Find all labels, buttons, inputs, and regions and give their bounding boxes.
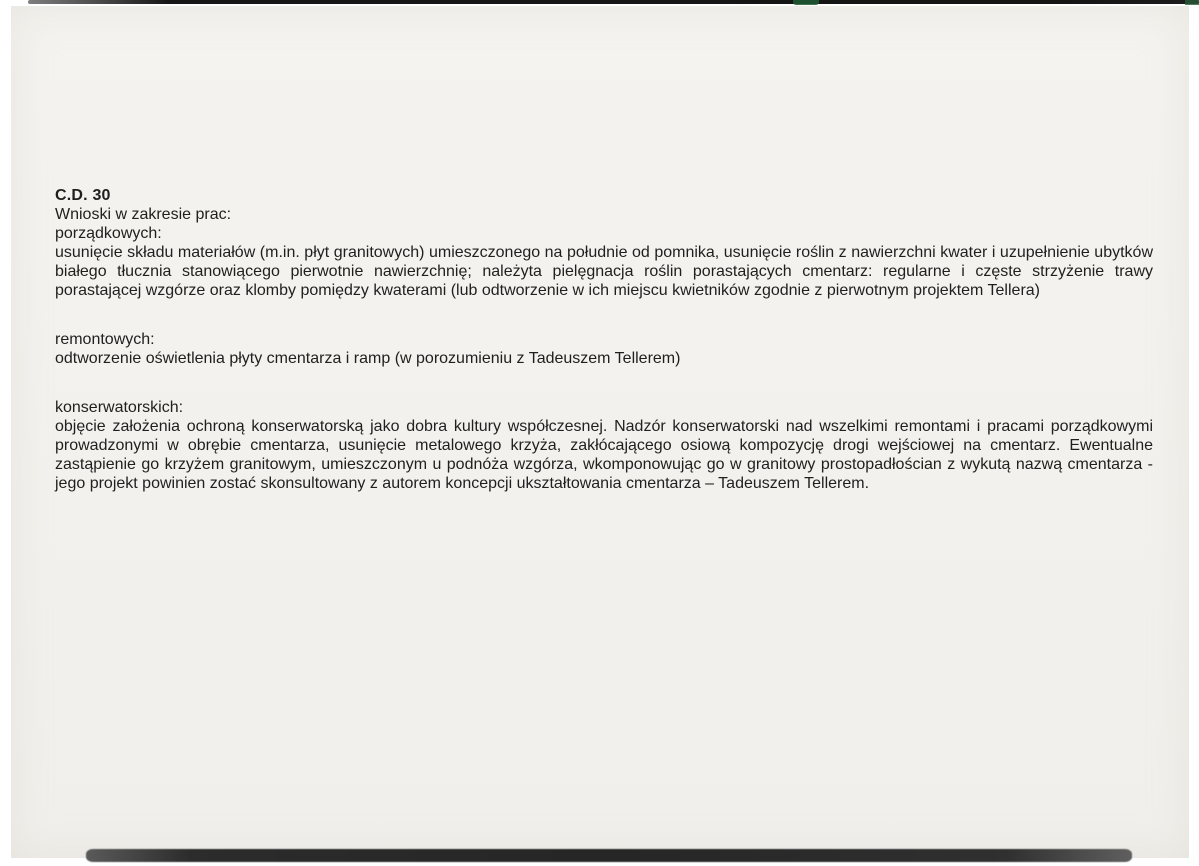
section-body-porzadkowych: usunięcie składu materiałów (m.in. płyt granitowych) umieszczonego na południe od pomnika, usunięcie roślin z nawierzchni kwater i uzupełnienie ubytków białego tłucznia stanowiącego pierwotnie nawierzchnię; należyta pielęgnacja roślin porastających cmentarz: regularne i częste strzyżenie trawy porastającej wzgórze oraz klomby pomiędzy kwaterami (lub odtworzenie w ich miejscu kwietników zgodnie z pierwotnym projektem Tellera) <box>55 244 1153 299</box>
section-label-porzadkowych: porządkowych: <box>55 225 162 242</box>
scan-artifact-green <box>793 0 819 5</box>
section-label-remontowych: remontowych: <box>55 331 155 348</box>
section-label-konserwatorskich: konserwatorskich: <box>55 399 184 416</box>
scan-artifact-green-right <box>1185 0 1199 5</box>
scan-edge-bottom <box>86 849 1132 862</box>
page-heading: C.D. 30 <box>55 187 111 204</box>
scan-edge-top <box>28 0 1199 4</box>
document-text-block <box>55 186 1153 493</box>
intro-line: Wnioski w zakresie prac: <box>55 206 232 223</box>
section-body-remontowych: odtworzenie oświetlenia płyty cmentarza i ramp (w porozumieniu z Tadeuszem Tellerem) <box>55 350 681 367</box>
section-body-konserwatorskich: objęcie założenia ochroną konserwatorską jako dobra kultury współczesnej. Nadzór konserwatorski nad wszelkimi remontami i pracami porządkowymi prowadzonymi w obrębie cmentarza, usunięcie metalowego krzyża, zakłócającego osiową kompozycję drogi wejściowej na cmentarz. Ewentualne zastąpienie go krzyżem granitowym, umieszczonym u podnóża wzgórza, wkomponowując go w granitowy prostopadłościan z wykutą nazwą cmentarza - jego projekt powinien zostać skonsultowany z autorem koncepcji ukształtowania cmentarza – Tadeuszem Tellerem. <box>55 418 1153 492</box>
